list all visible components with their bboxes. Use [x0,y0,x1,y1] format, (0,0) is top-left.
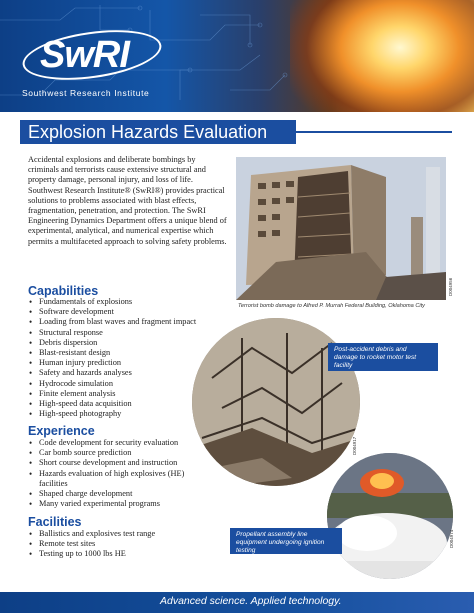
building-photo-code: D004956 [448,277,453,296]
capabilities-item: • Finite element analysis [28,389,228,399]
experience-item: • Many varied experimental programs [28,499,206,509]
debris-photo-caption: Post-accident debris and damage to rocket motor test facility [328,343,438,371]
capabilities-item: • Fundamentals of explosions [28,297,228,307]
capabilities-item: • Hydrocode simulation [28,379,228,389]
facilities-item: • Ballistics and explosives test range [28,529,228,539]
capabilities-item: • Loading from blast waves and fragment impact [28,317,228,327]
experience-item: • Shaped charge development [28,489,206,499]
title-rule [296,131,452,133]
building-damage-photo [236,157,446,300]
footer-tagline: Advanced science. Applied technology. [160,595,342,607]
experience-item: • Code development for security evaluation [28,438,206,448]
experience-item: • Hazards evaluation of high explosives (HE) facilities [28,469,206,489]
building-damage-illustration [236,157,446,300]
page-title: Explosion Hazards Evaluation [28,122,268,142]
experience-item: • Short course development and instruction [28,458,206,468]
debris-photo-code: D004917 [352,436,357,455]
capabilities-item: • Blast-resistant design [28,348,228,358]
ignition-illustration [327,453,453,579]
experience-heading: Experience [28,424,95,438]
capabilities-heading: Capabilities [28,284,99,298]
experience-item: • Car bomb source prediction [28,448,206,458]
building-photo-caption: Terrorist bomb damage to Alfred P. Murrah Federal Building, Oklahoma City [238,303,425,309]
ignition-photo-caption: Propellant assembly line equipment undergoing ignition testing [230,528,342,554]
experience-list [28,438,206,509]
header-banner [0,0,474,112]
facilities-item: • Testing up to 1000 lbs HE [28,549,228,559]
title-bar [20,120,296,144]
capabilities-item: • Human injury prediction [28,358,228,368]
facilities-heading: Facilities [28,515,82,529]
capabilities-item: • Software development [28,307,228,317]
capabilities-item: • High-speed data acquisition [28,399,228,409]
ignition-test-photo [327,453,453,579]
facilities-item: • Remote test sites [28,539,228,549]
explosion-image [290,0,474,112]
facilities-list [28,529,228,560]
logo-text: SwRI [40,34,129,76]
capabilities-item: • Structural response [28,328,228,338]
capabilities-item: • High-speed photography [28,409,228,419]
capabilities-item: • Safety and hazards analyses [28,368,228,378]
swri-logo [22,28,172,86]
capabilities-item: • Debris dispersion [28,338,228,348]
ignition-photo-code: D004974 [449,529,454,548]
intro-paragraph: Accidental explosions and deliberate bombings by criminals and terrorists cause extensive structural and property damage, personal injury, and loss of life. Southwest Research Institute® (SwRI®) provides practical solutions to problems associated with blast effects, fragmentation, penetration, and protection. The SwRI Engineering Dynamics Department offers a unique blend of experimental, analytical, and numerical expertise which permits a multifaceted approach to solving safety problems. [28,155,227,246]
institute-name: Southwest Research Institute [22,88,150,98]
footer-bar [0,592,474,613]
